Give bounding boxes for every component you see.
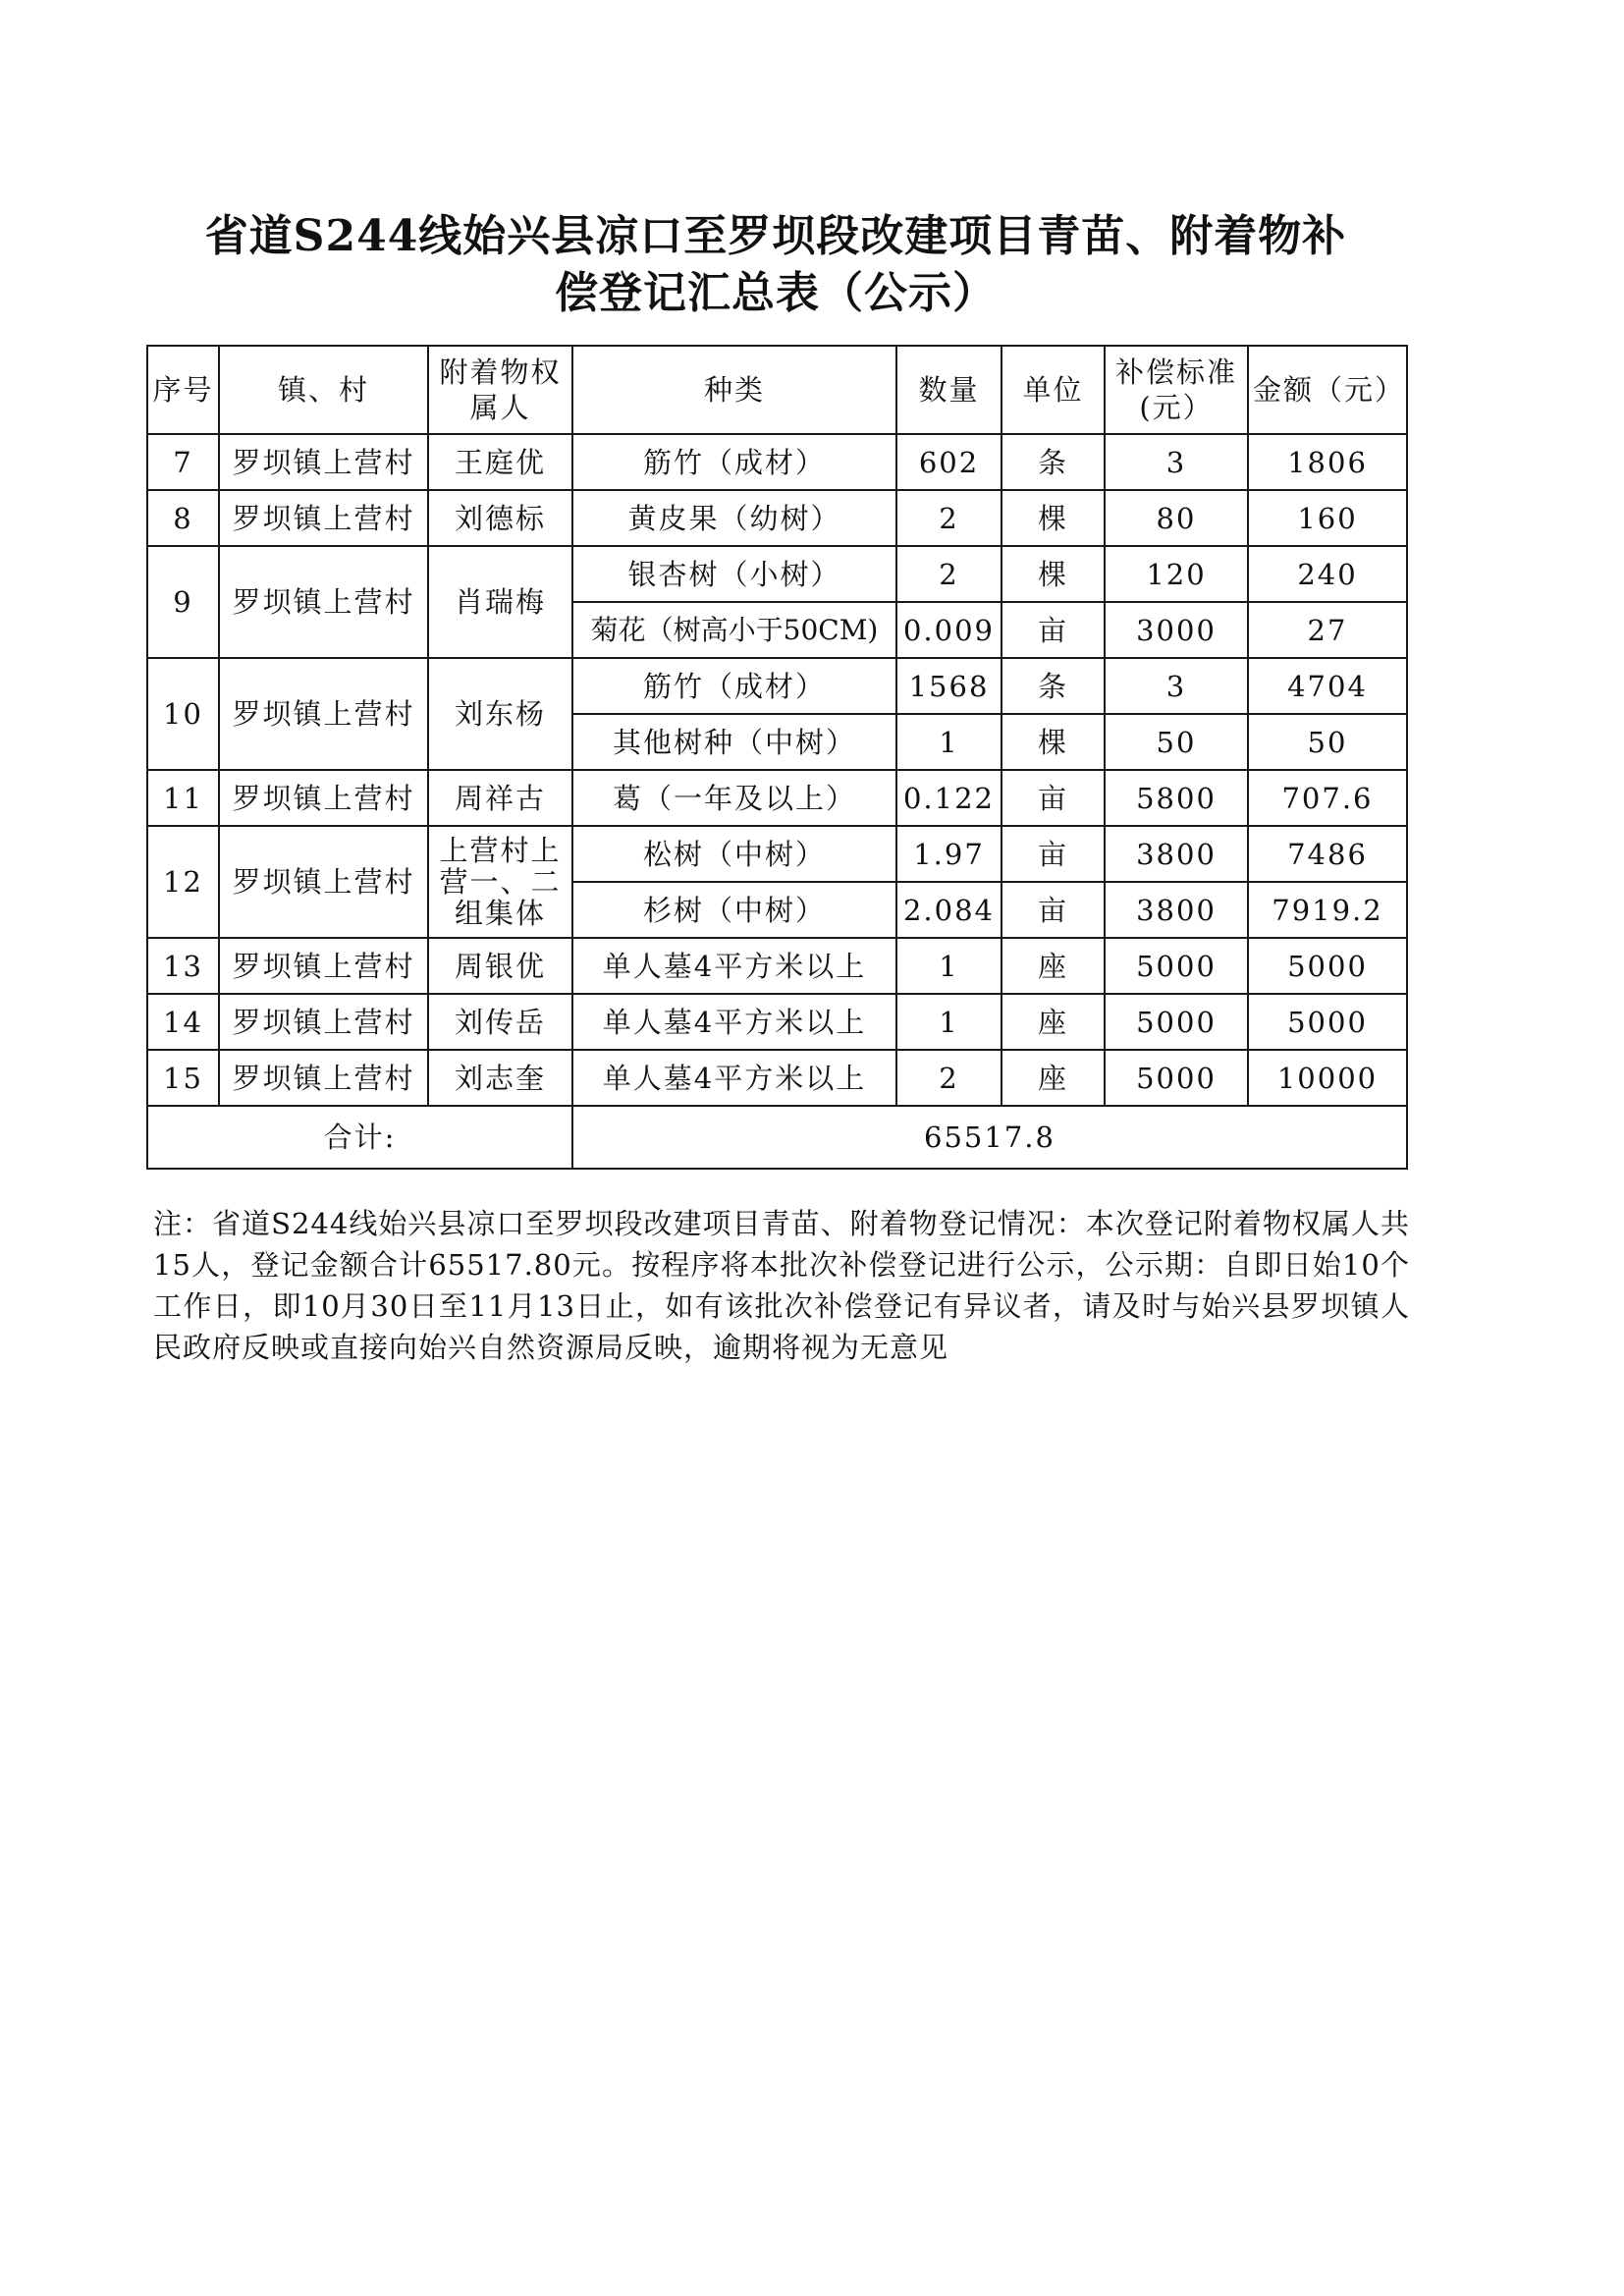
- cell-seq: 15: [147, 1050, 219, 1106]
- cell-unit: 棵: [1001, 490, 1105, 546]
- cell-town: 罗坝镇上营村: [219, 994, 428, 1050]
- cell-seq: 9: [147, 546, 219, 658]
- cell-qty: 0.009: [896, 602, 1001, 658]
- cell-unit: 条: [1001, 658, 1105, 714]
- cell-standard: 3800: [1105, 826, 1248, 882]
- cell-seq: 7: [147, 434, 219, 490]
- cell-qty: 1.97: [896, 826, 1001, 882]
- cell-unit: 亩: [1001, 770, 1105, 826]
- cell-qty: 2.084: [896, 882, 1001, 938]
- cell-qty: 602: [896, 434, 1001, 490]
- cell-amount: 27: [1248, 602, 1407, 658]
- cell-standard: 120: [1105, 546, 1248, 602]
- cell-seq: 12: [147, 826, 219, 938]
- header-amount: 金额（元）: [1248, 346, 1407, 434]
- cell-unit: 亩: [1001, 882, 1105, 938]
- cell-owner: 刘传岳: [428, 994, 572, 1050]
- cell-type: 单人墓4平方米以上: [572, 938, 896, 994]
- cell-type: 松树（中树）: [572, 826, 896, 882]
- cell-unit: 座: [1001, 1050, 1105, 1106]
- cell-owner: 肖瑞梅: [428, 546, 572, 658]
- cell-qty: 2: [896, 546, 1001, 602]
- cell-type: 葛（一年及以上）: [572, 770, 896, 826]
- header-seq: 序号: [147, 346, 219, 434]
- cell-qty: 1: [896, 994, 1001, 1050]
- cell-amount: 50: [1248, 714, 1407, 770]
- cell-seq: 14: [147, 994, 219, 1050]
- cell-owner: 周祥古: [428, 770, 572, 826]
- cell-unit: 座: [1001, 994, 1105, 1050]
- cell-town: 罗坝镇上营村: [219, 490, 428, 546]
- table-header-row: [147, 346, 1407, 434]
- cell-type: 单人墓4平方米以上: [572, 1050, 896, 1106]
- cell-qty: 2: [896, 1050, 1001, 1106]
- cell-owner: 周银优: [428, 938, 572, 994]
- cell-owner: 刘志奎: [428, 1050, 572, 1106]
- title-line-2: 偿登记汇总表（公示）: [555, 268, 997, 318]
- header-qty: 数量: [896, 346, 1001, 434]
- table-body: [147, 346, 1407, 1169]
- header-unit: 单位: [1001, 346, 1105, 434]
- cell-seq: 11: [147, 770, 219, 826]
- cell-standard: 3: [1105, 658, 1248, 714]
- cell-amount: 5000: [1248, 938, 1407, 994]
- cell-standard: 3000: [1105, 602, 1248, 658]
- cell-type: 杉树（中树）: [572, 882, 896, 938]
- cell-unit: 座: [1001, 938, 1105, 994]
- header-standard: 补偿标准(元）: [1105, 346, 1248, 434]
- table-total-row: [147, 1106, 1407, 1169]
- cell-standard: 3800: [1105, 882, 1248, 938]
- cell-owner: 王庭优: [428, 434, 572, 490]
- cell-qty: 1568: [896, 658, 1001, 714]
- table-row: [147, 546, 1407, 602]
- cell-unit: 棵: [1001, 546, 1105, 602]
- cell-amount: 1806: [1248, 434, 1407, 490]
- cell-town: 罗坝镇上营村: [219, 658, 428, 770]
- cell-amount: 7486: [1248, 826, 1407, 882]
- cell-owner: 刘德标: [428, 490, 572, 546]
- table-row: [147, 434, 1407, 490]
- cell-qty: 1: [896, 938, 1001, 994]
- table-row: [147, 770, 1407, 826]
- cell-unit: 条: [1001, 434, 1105, 490]
- cell-standard: 5800: [1105, 770, 1248, 826]
- cell-type: 菊花（树高小于50CM): [572, 602, 896, 658]
- cell-type: 银杏树（小树）: [572, 546, 896, 602]
- cell-town: 罗坝镇上营村: [219, 770, 428, 826]
- cell-unit: 亩: [1001, 602, 1105, 658]
- header-owner: 附着物权属人: [428, 346, 572, 434]
- cell-unit: 棵: [1001, 714, 1105, 770]
- cell-qty: 0.122: [896, 770, 1001, 826]
- cell-amount: 10000: [1248, 1050, 1407, 1106]
- compensation-table: [146, 345, 1408, 1170]
- cell-amount: 7919.2: [1248, 882, 1407, 938]
- cell-town: 罗坝镇上营村: [219, 434, 428, 490]
- cell-amount: 160: [1248, 490, 1407, 546]
- table-row: [147, 490, 1407, 546]
- cell-standard: 3: [1105, 434, 1248, 490]
- cell-type: 筋竹（成材）: [572, 434, 896, 490]
- table-row: [147, 826, 1407, 882]
- cell-town: 罗坝镇上营村: [219, 938, 428, 994]
- document-title: [147, 208, 1404, 322]
- cell-owner: 上营村上营一、二组集体: [428, 826, 572, 938]
- cell-standard: 5000: [1105, 938, 1248, 994]
- cell-qty: 1: [896, 714, 1001, 770]
- cell-town: 罗坝镇上营村: [219, 1050, 428, 1106]
- total-label: 合计:: [147, 1106, 572, 1169]
- cell-standard: 50: [1105, 714, 1248, 770]
- table-row: [147, 1050, 1407, 1106]
- title-line-1: 省道S244线始兴县凉口至罗坝段改建项目青苗、附着物补: [204, 211, 1347, 261]
- cell-amount: 4704: [1248, 658, 1407, 714]
- cell-town: 罗坝镇上营村: [219, 826, 428, 938]
- cell-seq: 13: [147, 938, 219, 994]
- cell-town: 罗坝镇上营村: [219, 546, 428, 658]
- cell-unit: 亩: [1001, 826, 1105, 882]
- cell-type: 单人墓4平方米以上: [572, 994, 896, 1050]
- cell-qty: 2: [896, 490, 1001, 546]
- cell-type: 筋竹（成材）: [572, 658, 896, 714]
- table-row: [147, 994, 1407, 1050]
- cell-type: 黄皮果（幼树）: [572, 490, 896, 546]
- cell-owner: 刘东杨: [428, 658, 572, 770]
- cell-standard: 5000: [1105, 1050, 1248, 1106]
- total-value: 65517.8: [572, 1106, 1407, 1169]
- cell-amount: 240: [1248, 546, 1407, 602]
- cell-seq: 8: [147, 490, 219, 546]
- cell-standard: 5000: [1105, 994, 1248, 1050]
- table-row: [147, 658, 1407, 714]
- cell-standard: 80: [1105, 490, 1248, 546]
- header-type: 种类: [572, 346, 896, 434]
- table-row: [147, 938, 1407, 994]
- cell-amount: 707.6: [1248, 770, 1407, 826]
- cell-amount: 5000: [1248, 994, 1407, 1050]
- header-town: 镇、村: [219, 346, 428, 434]
- cell-type: 其他树种（中树）: [572, 714, 896, 770]
- footnote: 注：省道S244线始兴县凉口至罗坝段改建项目青苗、附着物登记情况：本次登记附着物权属人共15人，登记金额合计65517.80元。按程序将本批次补偿登记进行公示，公示期：自即日始10个工作日，即10月30日至11月13日止，如有该批次补偿登记有异议者，请及时与始兴县罗坝镇人民政府反映或直接向始兴自然资源局反映，逾期将视为无意见: [153, 1207, 1410, 1364]
- cell-seq: 10: [147, 658, 219, 770]
